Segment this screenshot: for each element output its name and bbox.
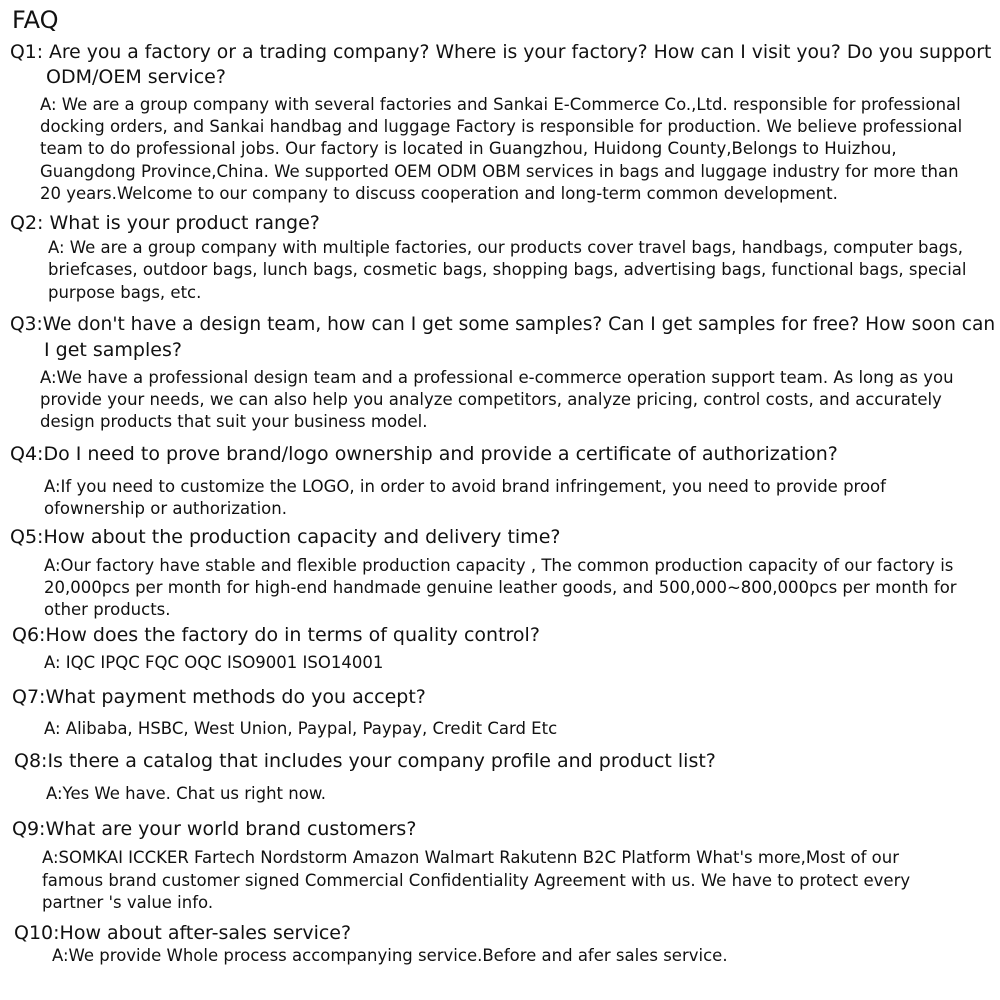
answer-2-line-1: A: We are a group company with multiple factories, our products cover travel bags, handbags, computer bags, bbox=[48, 238, 963, 257]
answer-5-line-2: 20,000pcs per month for high-end handmade genuine leather goods, and 500,000~800,000pcs per month for bbox=[44, 578, 957, 597]
answer-8: A:Yes We have. Chat us right now. bbox=[46, 784, 327, 803]
question-10: Q10:How about after-sales service? bbox=[14, 922, 352, 944]
question-9: Q9:What are your world brand customers? bbox=[12, 818, 417, 840]
answer-1-line-2: docking orders, and Sankai handbag and luggage Factory is responsible for production. We believe professional bbox=[40, 117, 963, 136]
question-2: Q2: What is your product range? bbox=[10, 212, 320, 234]
question-3: Q3:We don't have a design team, how can I get some samples? Can I get samples for free? How soon can bbox=[10, 314, 996, 335]
question-6: Q6:How does the factory do in terms of quality control? bbox=[12, 624, 540, 646]
answer-3-line-2: provide your needs, we can also help you analyze competitors, analyze pricing, control costs, and accurately bbox=[40, 390, 942, 409]
answer-6: A: IQC IPQC FQC OQC ISO9001 ISO14001 bbox=[44, 653, 384, 672]
answer-9-line-1: A:SOMKAI ICCKER Fartech Nordstorm Amazon Walmart Rakutenn B2C Platform What's more,Most of our bbox=[42, 848, 900, 867]
answer-1-line-1: A: We are a group company with several factories and Sankai E-Commerce Co.,Ltd. responsible for professional bbox=[40, 95, 961, 114]
answer-2-line-2: briefcases, outdoor bags, lunch bags, cosmetic bags, shopping bags, advertising bags, functional bags, special bbox=[48, 260, 967, 279]
question-1-cont: ODM/OEM service? bbox=[46, 66, 226, 88]
answer-1-line-4: Guangdong Province,China. We supported OEM ODM OBM services in bags and luggage industry for more than bbox=[40, 162, 959, 181]
answer-4-line-1: A:If you need to customize the LOGO, in order to avoid brand infringement, you need to provide proof bbox=[44, 477, 886, 496]
question-7: Q7:What payment methods do you accept? bbox=[12, 686, 426, 708]
answer-9-line-3: partner 's value info. bbox=[42, 893, 214, 912]
question-8: Q8:Is there a catalog that includes your company profile and product list? bbox=[14, 750, 716, 772]
answer-9-line-2: famous brand customer signed Commercial Confidentiality Agreement with us. We have to protect every bbox=[42, 871, 911, 890]
answer-7: A: Alibaba, HSBC, West Union, Paypal, Paypay, Credit Card Etc bbox=[44, 719, 558, 738]
answer-5-line-1: A:Our factory have stable and flexible production capacity , The common production capacity of our factory is bbox=[44, 556, 954, 575]
question-4: Q4:Do I need to prove brand/logo ownership and provide a certificate of authorization? bbox=[10, 443, 838, 465]
question-3-cont: I get samples? bbox=[44, 339, 182, 361]
answer-10: A:We provide Whole process accompanying service.Before and afer sales service. bbox=[52, 946, 728, 965]
question-5: Q5:How about the production capacity and delivery time? bbox=[10, 526, 561, 548]
answer-3-line-3: design products that suit your business model. bbox=[40, 412, 428, 431]
answer-4-line-2: ofownership or authorization. bbox=[44, 499, 287, 518]
page-title: FAQ bbox=[12, 6, 59, 34]
answer-3-line-1: A:We have a professional design team and a professional e-commerce operation support team. As long as you bbox=[40, 368, 954, 387]
question-1: Q1: Are you a factory or a trading company? Where is your factory? How can I visit you? Do you support bbox=[10, 42, 992, 63]
answer-5-line-3: other products. bbox=[44, 600, 171, 619]
answer-1-line-3: team to do professional jobs. Our factory is located in Guangzhou, Huidong County,Belongs to Huizhou, bbox=[40, 139, 897, 158]
answer-2-line-3: purpose bags, etc. bbox=[48, 283, 202, 302]
answer-1-line-5: 20 years.Welcome to our company to discuss cooperation and long-term common development. bbox=[40, 184, 838, 203]
